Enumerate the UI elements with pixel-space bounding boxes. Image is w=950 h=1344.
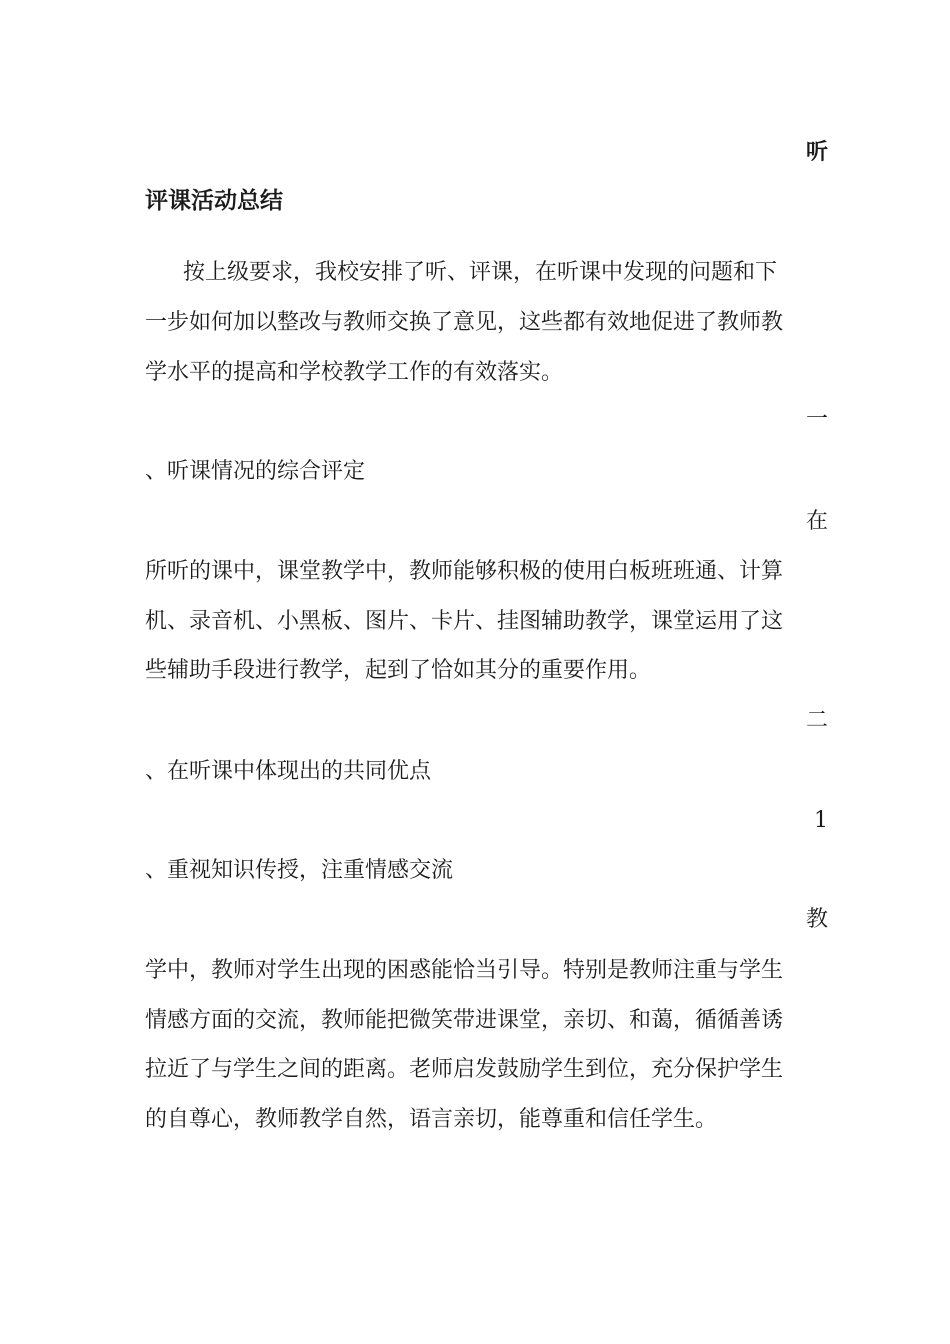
intro-line-3: 学水平的提高和学校教学工作的有效落实。	[145, 360, 564, 385]
section1-heading: 、听课情况的综合评定	[145, 459, 366, 484]
title-first-char: 听	[805, 139, 828, 165]
sub1-line-2: 情感方面的交流，教师能把微笑带进课堂，亲切、和蔼，循循善诱	[145, 1008, 784, 1033]
sub1-line-1: 学中，教师对学生出现的困惑能恰当引导。特别是教师注重与学生	[145, 958, 784, 983]
intro-line-1: 按上级要求，我校安排了听、评课，在听课中发现的问题和下	[183, 260, 778, 285]
section1-para-first-char: 在	[805, 509, 828, 534]
sub1-marker: 1	[814, 808, 828, 833]
section2-heading: 、在听课中体现出的共同优点	[145, 759, 432, 784]
intro-line-2: 一步如何加以整改与教师交换了意见，这些都有效地促进了教师教	[145, 310, 784, 335]
sub1-heading: 、重视知识传授，注重情感交流	[145, 858, 454, 883]
section1-line-1: 所听的课中，课堂教学中，教师能够积极的使用白板班班通、计算	[145, 559, 784, 584]
section1-line-2: 机、录音机、小黑板、图片、卡片、挂图辅助教学，课堂运用了这	[145, 609, 784, 634]
sub1-line-4: 的自尊心，教师教学自然，语言亲切，能尊重和信任学生。	[145, 1107, 718, 1132]
section1-marker: 一	[805, 407, 828, 432]
sub1-line-3: 拉近了与学生之间的距离。老师启发鼓励学生到位，充分保护学生	[145, 1057, 784, 1082]
page-title: 评课活动总结	[145, 187, 283, 214]
section1-line-3: 些辅助手段进行教学，起到了恰如其分的重要作用。	[145, 658, 652, 683]
sub1-para-first-char: 教	[805, 907, 828, 932]
section2-marker: 二	[805, 708, 828, 733]
